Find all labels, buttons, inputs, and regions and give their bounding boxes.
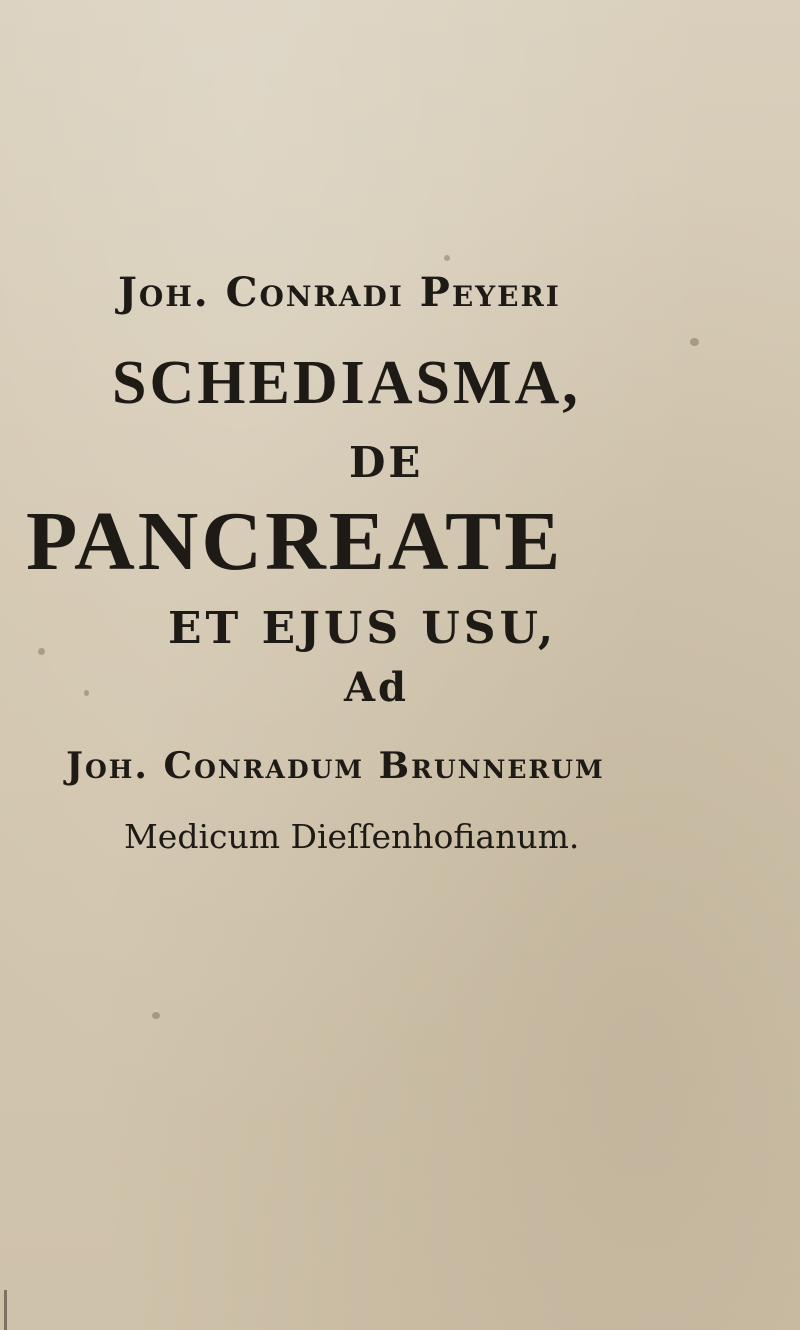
- paper-speck: [690, 338, 699, 346]
- dedication-preposition: Ad: [344, 664, 410, 711]
- recipient-name: Joh. Conradum Brunnerum: [66, 745, 605, 787]
- title-preposition: DE: [349, 438, 424, 487]
- paper-speck: [38, 648, 45, 655]
- document-title: SCHEDIASMA,: [112, 349, 581, 417]
- page-edge-line: [4, 1290, 7, 1330]
- paper-speck: [444, 255, 450, 261]
- title-subject: PANCREATE: [26, 495, 564, 588]
- author-name: Joh. Conradi Peyeri: [118, 269, 561, 316]
- title-subtitle: ET EJUS USU,: [168, 603, 558, 654]
- recipient-role: Medicum Dieſſenhofianum.: [124, 817, 580, 856]
- paper-speck: [152, 1012, 160, 1019]
- paper-speck: [84, 690, 89, 696]
